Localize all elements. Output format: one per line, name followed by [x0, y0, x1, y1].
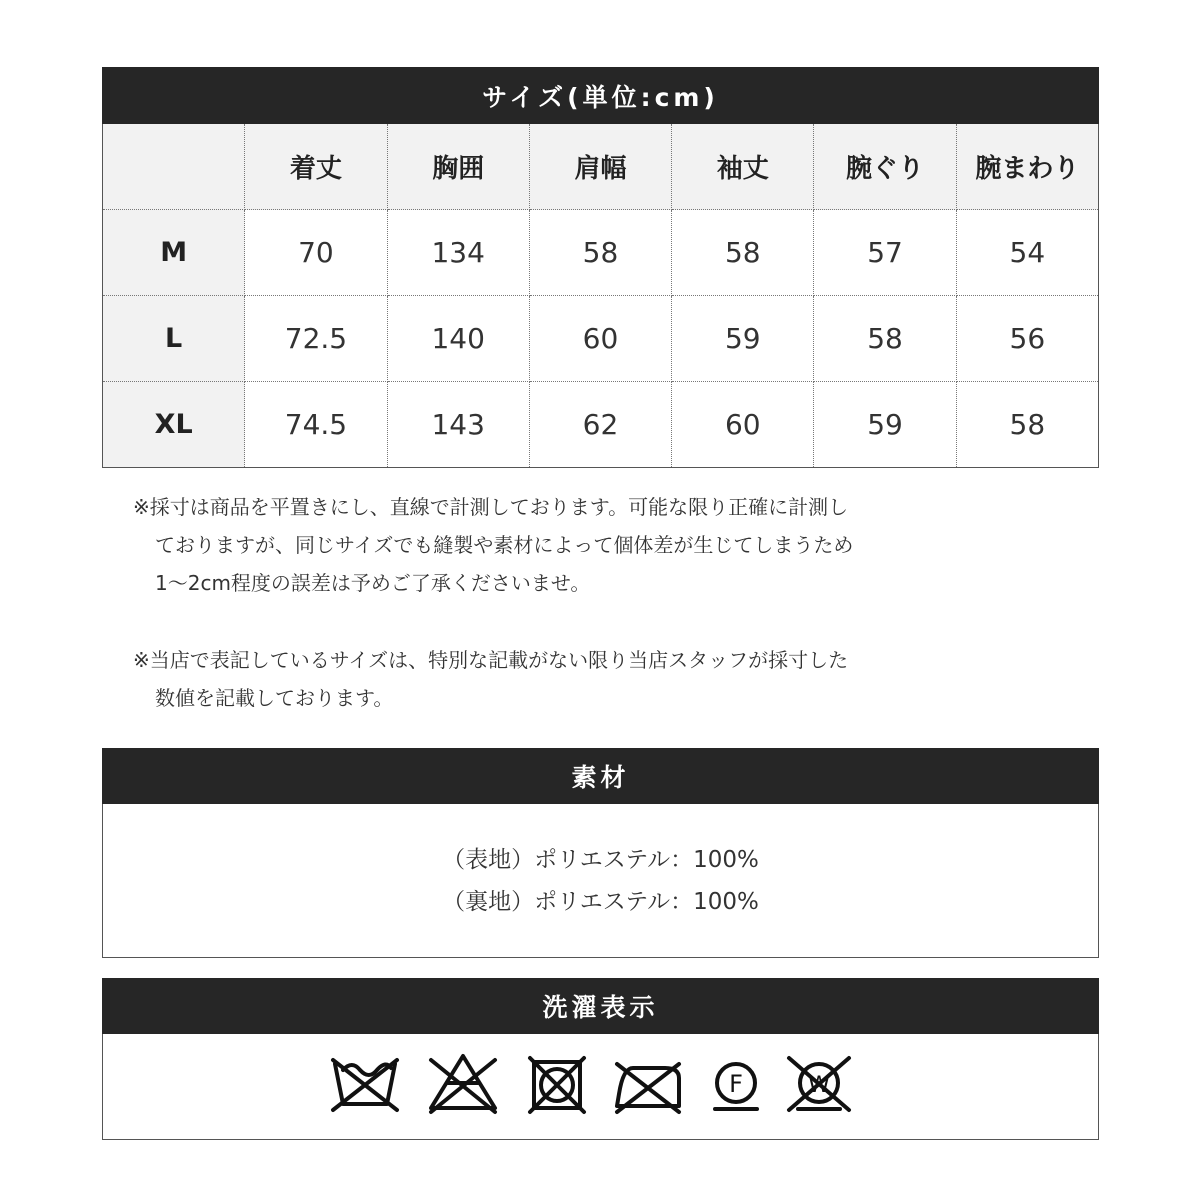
table-row	[103, 210, 1099, 296]
header-cell-shoulder: 肩幅	[529, 124, 671, 210]
no-wash-icon	[333, 1060, 397, 1110]
table-cell: 60	[529, 296, 671, 382]
table-cell: 59	[672, 296, 814, 382]
note-line: ※当店で表記しているサイズは、特別な記載がない限り当店スタッフが採寸した	[133, 648, 849, 672]
table-cell: 62	[529, 382, 671, 468]
table-cell: 58	[1009, 408, 1046, 441]
table-cell: 57	[814, 210, 956, 296]
washing-section-title: 洗濯表示	[102, 978, 1099, 1034]
note-line: ※採寸は商品を平置きにし、直線で計測しております。可能な限り正確に計測し	[133, 495, 849, 519]
table-cell: 54	[956, 210, 1098, 296]
no-tumble-dry-icon	[530, 1058, 584, 1112]
table-cell: 74.5	[245, 382, 387, 468]
table-cell: 56	[956, 296, 1098, 382]
header-cell-length: 着丈	[245, 124, 387, 210]
no-iron-icon	[617, 1064, 679, 1112]
header-cell-sleeve: 袖丈	[672, 124, 814, 210]
table-cell: 59	[814, 382, 956, 468]
note-line: 1～2cm程度の誤差は予めご了承くださいませ。	[155, 571, 591, 595]
wet-clean-letter: W	[808, 1073, 830, 1098]
no-wet-clean-icon	[789, 1058, 849, 1110]
header-cell-corner	[103, 124, 245, 210]
note-line: ておりますが、同じサイズでも縫製や素材によって個体差が生じてしまうため	[155, 533, 854, 557]
table-row	[103, 296, 1099, 382]
material-lining: （裏地）ポリエステル：100%	[442, 888, 759, 915]
table-cell: 70	[245, 210, 387, 296]
size-section-title: サイズ(単位:cm)	[102, 67, 1099, 124]
material-body	[102, 804, 1099, 958]
table-cell: 60	[672, 382, 814, 468]
dry-clean-letter: F	[729, 1070, 743, 1098]
table-cell: 58	[529, 210, 671, 296]
header-cell-armhole: 腕ぐり	[814, 124, 956, 210]
size-table-header-row	[103, 124, 1099, 210]
size-source-note	[133, 641, 1033, 717]
note-line: 数値を記載しております。	[155, 686, 394, 710]
measurement-note	[133, 488, 1033, 602]
table-row	[103, 382, 1099, 468]
table-cell: 143	[387, 382, 529, 468]
size-table	[102, 124, 1099, 468]
header-cell-arm-circumference: 腕まわり	[956, 124, 1098, 210]
material-outer: （表地）ポリエステル：100%	[442, 846, 759, 873]
no-bleach-icon	[431, 1056, 495, 1112]
header-cell-chest: 胸囲	[387, 124, 529, 210]
material-section-title: 素材	[102, 748, 1099, 804]
table-cell: 58	[814, 296, 956, 382]
table-cell: 140	[387, 296, 529, 382]
size-label: M	[103, 210, 245, 296]
table-cell: 134	[387, 210, 529, 296]
table-cell: 72.5	[245, 296, 387, 382]
washing-symbols	[102, 1034, 1099, 1140]
size-label: XL	[103, 382, 245, 468]
table-cell: 58	[672, 210, 814, 296]
size-label: L	[103, 296, 245, 382]
dry-clean-f-icon	[715, 1064, 757, 1109]
